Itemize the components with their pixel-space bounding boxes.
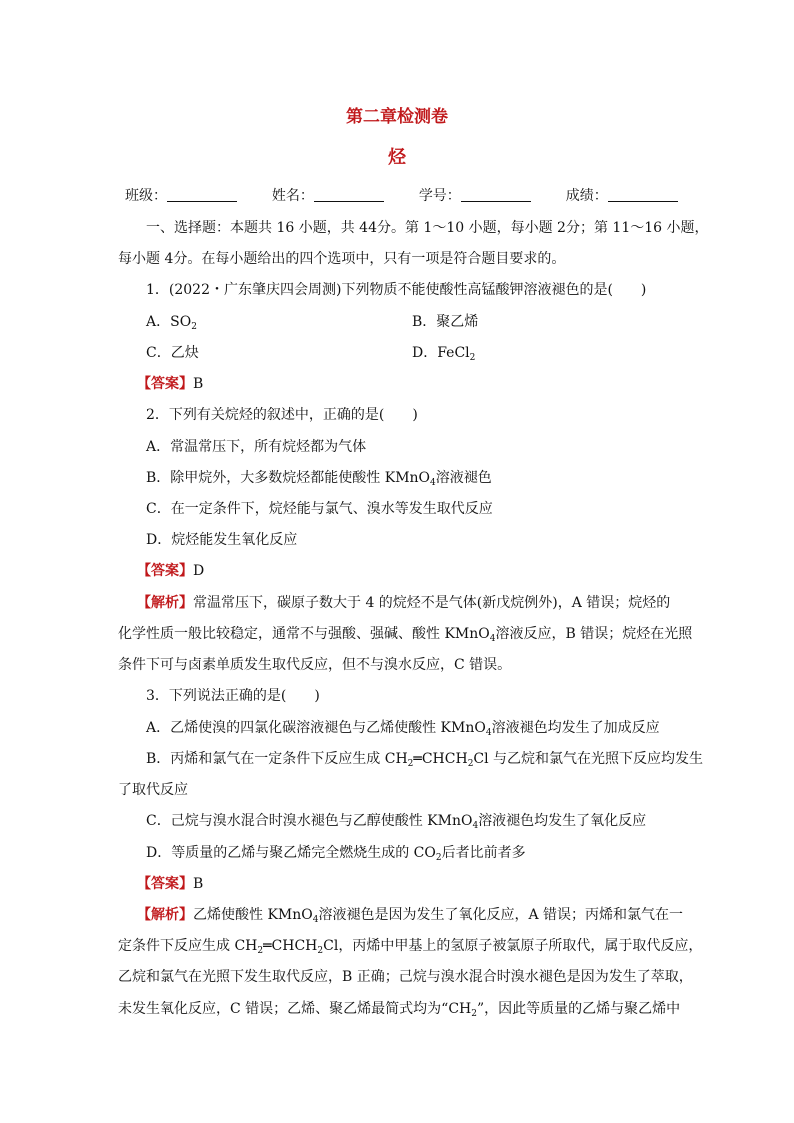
student-info-row: [125, 186, 678, 206]
q1-option-a: A．$SO_2$: [146, 314, 197, 332]
q2-stem: 2．下列有关烷烃的叙述中，正确的是( ): [146, 407, 418, 423]
q3-option-d: D．等质量的乙烯与聚乙烯完全燃烧生成的 $CO_2$后者比前者多: [146, 845, 526, 863]
q3-option-b-cont: 了取代反应: [118, 782, 188, 798]
page-title: 第二章检测卷: [346, 107, 448, 127]
q3-stem: 3．下列说法正确的是( ): [146, 688, 320, 704]
q2-analysis-line3: 条件下可与卤素单质发生取代反应，但不与溴水反应，C 错误。: [118, 657, 512, 673]
q3-option-c: C．己烷与溴水混合时溴水褪色与乙醇使酸性 KMnO$_4$溶液褪色均发生了氧化反应: [146, 813, 647, 831]
q2-option-b: B．除甲烷外，大多数烷烃都能使酸性 KMnO$_4$溶液褪色: [146, 470, 492, 488]
q2-option-a: A．常温常压下，所有烷烃都为气体: [146, 439, 367, 455]
name-label: 姓名：: [271, 188, 314, 204]
q2-option-d: D．烷烃能发生氧化反应: [146, 532, 298, 548]
class-blank: [167, 187, 237, 202]
q3-option-a: A．乙烯使溴的四氯化碳溶液褪色与乙烯使酸性 KMnO$_4$溶液褪色均发生了加成反应: [146, 720, 660, 738]
section-intro-line2: 每小题 4分。在每小题给出的四个选项中，只有一项是符合题目要求的。: [118, 251, 566, 267]
q3-option-b: B．丙烯和氯气在一定条件下反应生成 $CH_2═CHCH_2Cl$ 与乙烷和氯气在光照下反应均发生: [146, 751, 704, 769]
score-blank: [608, 187, 678, 202]
page-subtitle: 烃: [388, 147, 406, 168]
q3-analysis-line1: 【解析】乙烯使酸性 KMnO$_4$溶液褪色是因为发生了氧化反应，A 错误；丙烯和氯气在一: [137, 907, 684, 925]
name-blank: [314, 187, 384, 202]
q2-analysis-line1: 【解析】常温常压下，碳原子数大于 4 的烷烃不是气体(新戊烷例外)，A 错误；烷烃的: [137, 595, 671, 611]
section-intro-line1: 一、选择题：本题共 16 小题，共 44分。第 1～10 小题，每小题 2分；第 11～16 小题，: [146, 220, 709, 236]
q3-answer: 【答案】B: [137, 876, 204, 892]
q2-analysis-line2: 化学性质一般比较稳定，通常不与强酸、强碱、酸性 KMnO$_4$溶液反应，B 错误；烷烃在光照: [118, 626, 693, 644]
id-blank: [461, 187, 531, 202]
q1-option-c: C．乙炔: [146, 345, 199, 361]
q3-analysis-line4: 未发生氧化反应，C 错误；乙烯、聚乙烯最简式均为“$CH_2$”，因此等质量的乙烯与聚乙烯中: [118, 1001, 681, 1019]
class-label: 班级：: [125, 188, 167, 204]
q1-answer: 【答案】B: [137, 376, 204, 392]
q2-answer: 【答案】D: [137, 563, 205, 579]
q3-analysis-line3: 乙烷和氯气在光照下发生取代反应，B 正确；己烷与溴水混合时溴水褪色是因为发生了萃取，: [118, 969, 693, 985]
q2-option-c: C．在一定条件下，烷烃能与氯气、溴水等发生取代反应: [146, 501, 493, 517]
q3-analysis-line2: 定条件下反应生成 $CH_2═CHCH_2Cl$，丙烯中甲基上的氢原子被氯原子所取代，属于取代反应，: [118, 938, 703, 956]
q1-option-d: D．FeCl$_2$: [412, 345, 476, 363]
id-label: 学号：: [418, 188, 461, 204]
q1-option-b: B．聚乙烯: [412, 314, 479, 330]
score-label: 成绩：: [565, 188, 608, 204]
q1-stem: 1．(2022・广东肇庆四会周测)下列物质不能使酸性高锰酸钾溶液褪色的是( ): [146, 282, 647, 298]
